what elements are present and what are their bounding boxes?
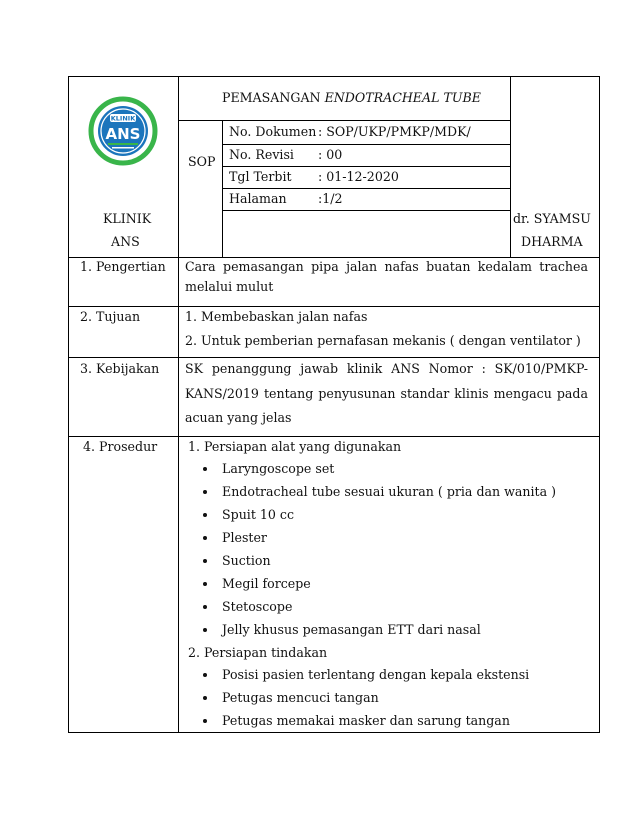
bullet — [203, 696, 207, 700]
bullet — [203, 467, 207, 471]
divider-row-2 — [68, 357, 600, 358]
document-title — [222, 92, 481, 105]
signer-name-2: DHARMA — [521, 234, 583, 249]
bullet — [203, 490, 207, 494]
kebijakan-line-3: acuan yang jelas — [185, 410, 292, 425]
bullet — [203, 582, 207, 586]
meta-label-terbit: Tgl Terbit — [229, 169, 292, 184]
list-item: Suction — [222, 553, 271, 568]
bullet — [203, 513, 207, 517]
prosedur-step-1: 1. Persiapan alat yang digunakan — [188, 439, 402, 454]
list-item: Stetoscope — [222, 599, 293, 614]
pengertian-line-2: melalui mulut — [185, 279, 274, 294]
meta-value-terbit: : 01-12-2020 — [318, 169, 399, 184]
pengertian-line-1: Cara pemasangan pipa jalan nafas buatan kedalam trachea — [185, 259, 588, 274]
meta-value-dokumen: : SOP/UKP/PMKP/MDK/ — [318, 124, 471, 139]
sop-label: SOP — [188, 154, 216, 169]
bullet — [203, 719, 207, 723]
title-prefix: PEMASANGAN — [222, 90, 325, 105]
title-italic: ENDOTRACHEAL TUBE — [324, 90, 481, 105]
table-border-top — [68, 76, 600, 77]
list-item: Jelly khusus pemasangan ETT dari nasal — [222, 622, 481, 637]
divider-col1 — [178, 76, 179, 733]
section-label-pengertian: 1. Pengertian — [80, 259, 166, 274]
kebijakan-line-1: SK penanggung jawab klinik ANS Nomor : SK/010/PMKP- — [185, 361, 588, 376]
meta-label-halaman: Halaman — [229, 191, 287, 206]
list-item: Laryngoscope set — [222, 461, 335, 476]
svg-text:ANS: ANS — [105, 125, 141, 143]
meta-label-dokumen: No. Dokumen — [229, 124, 317, 139]
table-border-left — [68, 76, 69, 733]
clinic-label-2: ANS — [111, 234, 140, 249]
table-border-bottom — [68, 732, 600, 733]
divider-row-3 — [68, 436, 600, 437]
list-item: Posisi pasien terlentang dengan kepala ekstensi — [222, 667, 530, 682]
divider-col-sign — [510, 76, 511, 258]
divider-meta-3 — [222, 188, 511, 189]
divider-sop — [222, 120, 223, 258]
signer-name-1: dr. SYAMSU — [513, 211, 591, 226]
bullet — [203, 559, 207, 563]
divider-meta-1 — [222, 144, 511, 145]
clinic-logo — [88, 96, 158, 166]
section-label-prosedur: 4. Prosedur — [83, 439, 158, 454]
list-item: Spuit 10 cc — [222, 507, 295, 522]
divider-row-1 — [68, 306, 600, 307]
bullet — [203, 673, 207, 677]
list-item: Petugas memakai masker dan sarung tangan — [222, 713, 510, 728]
kebijakan-line-2: KANS/2019 tentang penyusunan standar klinis mengacu pada — [185, 386, 588, 401]
tujuan-item-1: 1. Membebaskan jalan nafas — [185, 309, 368, 324]
bullet — [203, 628, 207, 632]
bullet — [203, 536, 207, 540]
divider-title — [178, 120, 511, 121]
divider-meta-2 — [222, 166, 511, 167]
list-item: Megil forcepe — [222, 576, 311, 591]
meta-value-revisi: : 00 — [318, 147, 343, 162]
tujuan-item-2: 2. Untuk pemberian pernafasan mekanis ( dengan ventilator ) — [185, 333, 581, 348]
section-label-kebijakan: 3. Kebijakan — [80, 361, 160, 376]
section-label-tujuan: 2. Tujuan — [80, 309, 141, 324]
bullet — [203, 605, 207, 609]
meta-label-revisi: No. Revisi — [229, 147, 294, 162]
prosedur-step-2: 2. Persiapan tindakan — [188, 645, 328, 660]
list-item: Endotracheal tube sesuai ukuran ( pria dan wanita ) — [222, 484, 557, 499]
divider-header — [68, 257, 600, 258]
meta-value-halaman: :1/2 — [318, 191, 343, 206]
list-item: Plester — [222, 530, 267, 545]
table-border-right — [599, 76, 600, 733]
divider-meta-4 — [222, 210, 511, 211]
clinic-label-1: KLINIK — [103, 211, 152, 226]
list-item: Petugas mencuci tangan — [222, 690, 379, 705]
svg-text:KLINIK: KLINIK — [110, 114, 136, 123]
